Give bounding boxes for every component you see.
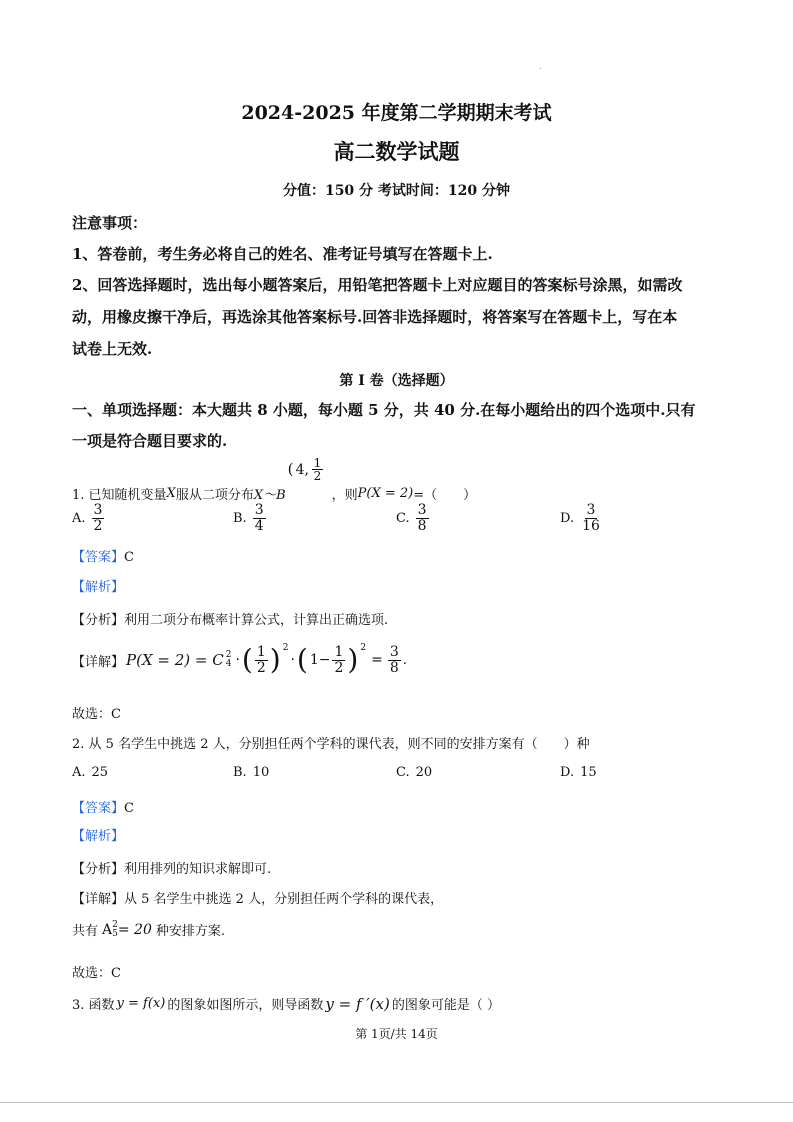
q1-detail-exponent-2: 2: [360, 643, 367, 653]
q2-option-c: C. 20: [396, 765, 433, 780]
scan-speck: [540, 68, 541, 69]
exam-subtitle: 高二数学试题: [333, 139, 460, 164]
q1-stem-prefix: 1. 已知随机变量: [72, 488, 167, 503]
q2-analysis-label: 【解析】: [72, 829, 125, 844]
q2-fenxi: 【分析】利用排列的知识求解即可.: [72, 862, 272, 877]
section-instructions-line-2: 一项是符合题目要求的.: [72, 432, 228, 450]
q1-detail: 【详解】 P(X = 2) = C 2 4 · ( $\frac{1}{2}$ ) 2 · ( 1− $\frac{1}{2}$ ) 2 = $\frac{3}{8}$ .: [72, 643, 407, 677]
q1-param-n: 4,: [295, 461, 309, 478]
notes-item-2-line-2: 动，用橡皮擦干净后，再选涂其他答案标号.回答非选择题时，将答案写在答题卡上，写在本: [72, 308, 678, 326]
notes-heading: 注意事项：: [72, 214, 148, 232]
q1-option-d: D. $\frac{3}{16}$: [560, 502, 600, 534]
q1-param-p: $\frac{1}{2}$: [313, 455, 322, 484]
q1-detail-exponent-1: 2: [282, 643, 289, 653]
q2-permutation-indices: 2 5: [112, 919, 118, 939]
q1-fenxi: 【分析】利用二项分布概率计算公式，计算出正确选项.: [72, 613, 389, 628]
q1-variable: X: [166, 486, 176, 501]
q1-stem-mid: 服从二项分布: [175, 488, 254, 503]
q2-answer: 【答案】C: [72, 801, 134, 816]
page-footer: 第 1页/共 14页: [355, 1027, 438, 1041]
q3-derivative: y = f ′(x): [325, 994, 390, 1013]
section-instructions-line-1: 一、单项选择题：本大题共 8 小题，每小题 5 分，共 40 分.在每小题给出的四个选项中.只有: [72, 401, 696, 419]
q1-stem-end: =（ ）: [413, 488, 477, 503]
q1-choose: 故选：C: [72, 707, 121, 722]
q2-detail: 【详解】从 5 名学生中挑选 2 人，分别担任两个学科的课代表，: [72, 892, 444, 907]
q1-probability: P(X = 2): [357, 486, 414, 501]
q1-detail-combination-indices: 2 4: [225, 650, 232, 670]
q2-permutation-symbol: A: [102, 921, 113, 938]
q1-detail-one-minus: 1−: [309, 652, 331, 669]
q1-detail-half: $\frac{1}{2}$: [256, 644, 266, 676]
q1-detail-result: $\frac{3}{8}$: [389, 644, 399, 676]
q2-option-b: B. 10: [233, 765, 270, 780]
q2-stem: 2. 从 5 名学生中挑选 2 人，分别担任两个学科的课代表，则不同的安排方案有（ ）种: [72, 737, 590, 752]
q3-function: y = f(x): [116, 996, 166, 1011]
q2-choose: 故选：C: [72, 966, 121, 981]
part1-title: 第 I 卷（选择题）: [339, 373, 454, 389]
q2-option-d: D. 15: [560, 765, 597, 780]
q1-stem-suffix: ，则: [331, 488, 358, 503]
q2-option-a: A. 25: [72, 765, 109, 780]
q1-option-c: C. $\frac{3}{8}$: [396, 502, 427, 534]
notes-item-2-line-1: 2、回答选择题时，选出每小题答案后，用铅笔把答题卡上对应题目的答案标号涂黑，如需改: [72, 276, 683, 294]
q1-stem: [72, 455, 477, 503]
page-bottom-rule: [0, 1102, 793, 1103]
q1-detail-lhs: P(X = 2) = C: [126, 651, 224, 670]
exam-title: 2024-2025 年度第二学期期末考试: [241, 102, 552, 124]
notes-item-1: 1、答卷前，考生务必将自己的姓名、准考证号填写在答题卡上.: [72, 245, 493, 263]
exam-meta: 分值：150 分 考试时间：120 分钟: [282, 183, 511, 199]
q1-answer: 【答案】C: [72, 550, 134, 565]
q3-stem: 3. 函数 y = f(x) 的图象如图所示，则导函数 y = f ′(x) 的图象可能是（ ）: [72, 994, 500, 1013]
notes-item-2-line-3: 试卷上无效.: [72, 340, 153, 358]
q1-distribution: X～B: [253, 488, 286, 503]
q1-distribution-params: ( 4, $\frac{1}{2}$: [287, 455, 322, 484]
q1-analysis-label: 【解析】: [72, 580, 125, 595]
q1-option-b: B. $\frac{3}{4}$: [233, 502, 264, 534]
q2-detail-2: 共有 A 2 5 = 20 种安排方案.: [72, 919, 226, 939]
q1-option-a: A. $\frac{3}{2}$: [72, 502, 103, 534]
